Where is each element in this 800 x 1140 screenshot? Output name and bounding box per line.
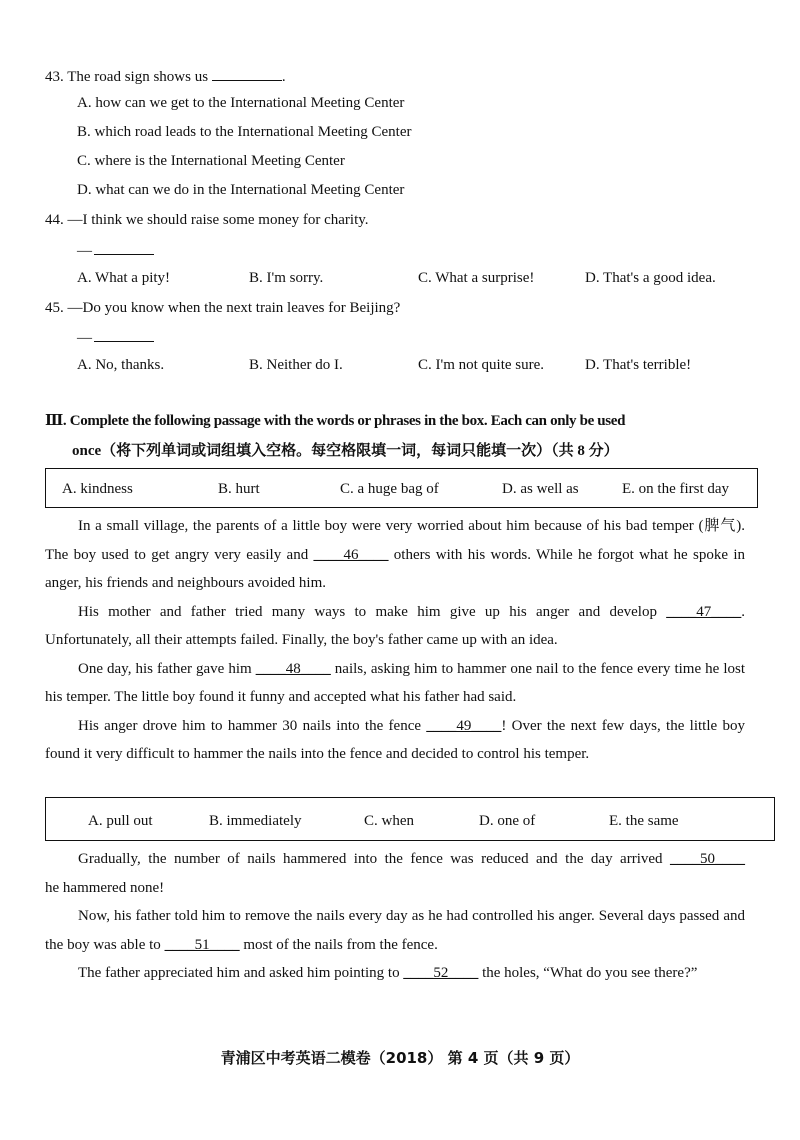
passage-part-2 [45,845,745,988]
question-44-option-d: D. That's a good idea. [585,270,716,286]
question-45-option-a: A. No, thanks. [77,357,165,373]
word-box-1-item-c: C. a huge bag of [340,481,439,497]
question-43-option-b: B. which road leads to the International Meeting Center [77,124,412,140]
question-45-dash: — [77,330,92,346]
paragraph-1-text-b: others with his words. While he forgot what he spoke in anger, his friends and neighbours avoided him. [45,546,745,591]
question-44-dash: — [77,243,92,259]
question-45-answer-line [77,330,154,347]
blank-48: ____48____ [255,660,331,677]
question-44-stem: 44. —I think we should raise some money for charity. [45,212,369,228]
passage-paragraph-6 [45,902,745,959]
word-box-2-item-c: C. when [364,813,414,829]
blank-50: ____50____ [670,851,745,867]
word-box-1-item-a: A. kindness [62,481,133,497]
question-43-blank [212,66,282,81]
question-45-option-d: D. That's terrible! [585,357,692,373]
passage-paragraph-7 [45,959,745,988]
blank-52: ____52____ [403,965,479,981]
blank-46: ____46____ [313,546,389,563]
paragraph-4-text-a: His anger drove him to hammer 30 nails into the fence [78,717,427,734]
passage-paragraph-1 [45,512,745,598]
paragraph-3-text-a: One day, his father gave him [78,660,256,677]
blank-47: ____47____ [666,603,742,620]
question-45-option-b: B. Neither do I. [249,357,343,373]
blank-49: ____49____ [426,717,502,734]
page-footer: 青浦区中考英语二模卷（2018） 第 4 页（共 9 页） [220,1049,580,1067]
question-45-option-c: C. I'm not quite sure. [418,357,545,373]
paragraph-5-text-b: he hammered none! [45,879,165,896]
word-box-2-item-d: D. one of [479,813,536,829]
paragraph-4-text-b: ! Over the next few days, the little boy found it very difficult to hammer the nails into the fence and decided to control his temper. [45,717,745,762]
question-43-stem [45,66,286,86]
word-box-1-item-d: D. as well as [502,481,579,497]
paragraph-6-text-a: Now, his father told him to remove the nails every day as he had controlled his anger. Several days passed and the boy was able to [45,908,745,953]
word-box-1 [45,468,758,508]
paragraph-5-text-a: Gradually, the number of nails hammered into the fence was reduced and the day arrived [78,851,670,867]
paragraph-2-text-a: His mother and father tried many ways to make him give up his anger and develop [78,603,667,620]
question-43-option-c: C. where is the International Meeting Center [77,153,345,169]
question-44-option-c: C. What a surprise! [418,270,535,286]
word-box-2-item-b: B. immediately [209,813,302,829]
word-box-2-item-e: E. the same [609,813,679,829]
question-44-options [77,270,757,290]
word-box-2-item-a: A. pull out [88,813,153,829]
paragraph-1-text-a: In a small village, the parents of a little boy were very worried about him because of his bad temper (脾气). The boy used to get angry very easily and [45,518,745,563]
question-43-text: 43. The road sign shows us [45,69,212,85]
question-44-option-b: B. I'm sorry. [249,270,324,286]
question-44-option-a: A. What a pity! [77,270,171,286]
passage-paragraph-2 [45,598,745,655]
paragraph-7-text-b: the holes, “What do you see there?” [478,965,698,981]
question-43-option-a: A. how can we get to the International Meeting Center [77,95,405,111]
question-45-options [77,357,757,377]
passage-paragraph-3 [45,655,745,712]
section-3-title-line-1: Ⅲ. Complete the following passage with the words or phrases in the box. Each can only be used [45,413,626,429]
passage-paragraph-5 [45,845,745,902]
question-45-blank [94,341,154,342]
question-45-stem: 45. —Do you know when the next train leaves for Beijing? [45,300,401,316]
word-box-1-item-b: B. hurt [218,481,260,497]
paragraph-7-text-a: The father appreciated him and asked him pointing to [78,965,404,981]
section-3-title [45,406,760,466]
paragraph-2-text-b: . Unfortunately, all their attempts failed. Finally, the boy's father came up with an idea. [45,603,745,648]
passage-part-1 [45,512,745,769]
word-box-1-item-e: E. on the first day [622,481,730,497]
word-box-2 [45,797,775,841]
passage-paragraph-4 [45,712,745,769]
paragraph-3-text-b: nails, asking him to hammer one nail to the fence every time he lost his temper. The little boy found it funny and accepted what his father had said. [45,660,745,705]
blank-51: ____51____ [164,936,240,953]
question-44-blank [94,254,154,255]
paragraph-6-text-b: most of the nails from the fence. [239,936,438,953]
question-43-end: . [281,69,286,85]
section-3-title-line-2: once（将下列单词或词组填入空格。每空格限填一词，每词只能填一次）（共 8 分） [72,443,619,459]
question-44-answer-line [77,243,154,260]
question-43-option-d: D. what can we do in the International Meeting Center [77,182,405,198]
